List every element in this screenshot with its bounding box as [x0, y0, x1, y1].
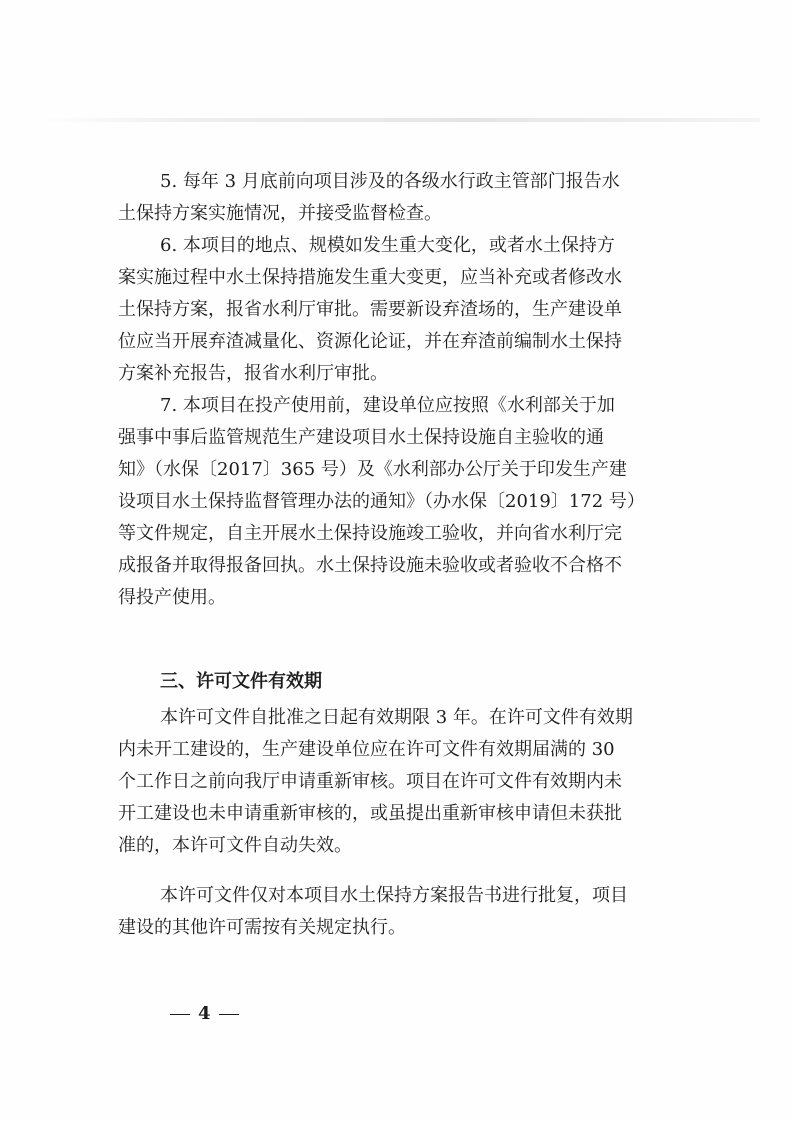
paragraph-validity-2: [118, 880, 628, 944]
paragraph-validity-1: [118, 702, 633, 862]
text-line: 方案补充报告，报省水利厅审批。: [118, 363, 388, 384]
text-line: 本许可文件自批准之日起有效期限 3 年。在许可文件有效期: [160, 707, 633, 728]
page-number-dash-right: [219, 1014, 239, 1015]
paragraph-item-5: [118, 166, 620, 230]
text-line: 建设的其他许可需按有关规定执行。: [118, 917, 406, 938]
text-line: 6. 本项目的地点、规模如发生重大变化，或者水土保持方: [160, 235, 615, 256]
text-line: 知》（水保〔2017〕365 号）及《水利部办公厅关于印发生产建: [118, 459, 627, 480]
scan-artifact-line: [40, 118, 760, 122]
text-line: 等文件规定，自主开展水土保持设施竣工验收，并向省水利厅完: [118, 523, 622, 544]
text-line: 本许可文件仅对本项目水土保持方案报告书进行批复，项目: [160, 885, 628, 906]
page-number-value: 4: [198, 1003, 211, 1024]
text-line: 成报备并取得报备回执。水土保持设施未验收或者验收不合格不: [118, 555, 622, 576]
paragraph-item-6: [118, 230, 622, 390]
text-line: 个工作日之前向我厅申请重新审核。项目在许可文件有效期内未: [118, 771, 622, 792]
text-line: 位应当开展弃渣减量化、资源化论证，并在弃渣前编制水土保持: [118, 331, 622, 352]
text-line: 强事中事后监管规范生产建设项目水土保持设施自主验收的通: [118, 427, 604, 448]
text-line: 得投产使用。: [118, 587, 226, 608]
paragraph-item-7: [118, 390, 645, 614]
page-number-dash-left: [170, 1014, 190, 1015]
section-heading: 三、许可文件有效期: [160, 671, 322, 692]
text-line: 5. 每年 3 月底前向项目涉及的各级水行政主管部门报告水: [160, 171, 620, 192]
text-line: 开工建设也未申请重新审核的，或虽提出重新审核申请但未获批: [118, 803, 622, 824]
text-line: 土保持方案，报省水利厅审批。需要新设弃渣场的，生产建设单: [118, 299, 622, 320]
text-line: 准的，本许可文件自动失效。: [118, 835, 352, 856]
page-number: [170, 1003, 239, 1024]
text-line: 内未开工建设的，生产建设单位应在许可文件有效期届满的 30: [118, 739, 615, 760]
text-line: 土保持方案实施情况，并接受监督检查。: [118, 203, 442, 224]
text-line: 案实施过程中水土保持措施发生重大变更，应当补充或者修改水: [118, 267, 622, 288]
text-line: 设项目水土保持监督管理办法的通知》（办水保〔2019〕172 号）: [118, 491, 645, 512]
text-line: 7. 本项目在投产使用前，建设单位应按照《水利部关于加: [160, 395, 615, 416]
